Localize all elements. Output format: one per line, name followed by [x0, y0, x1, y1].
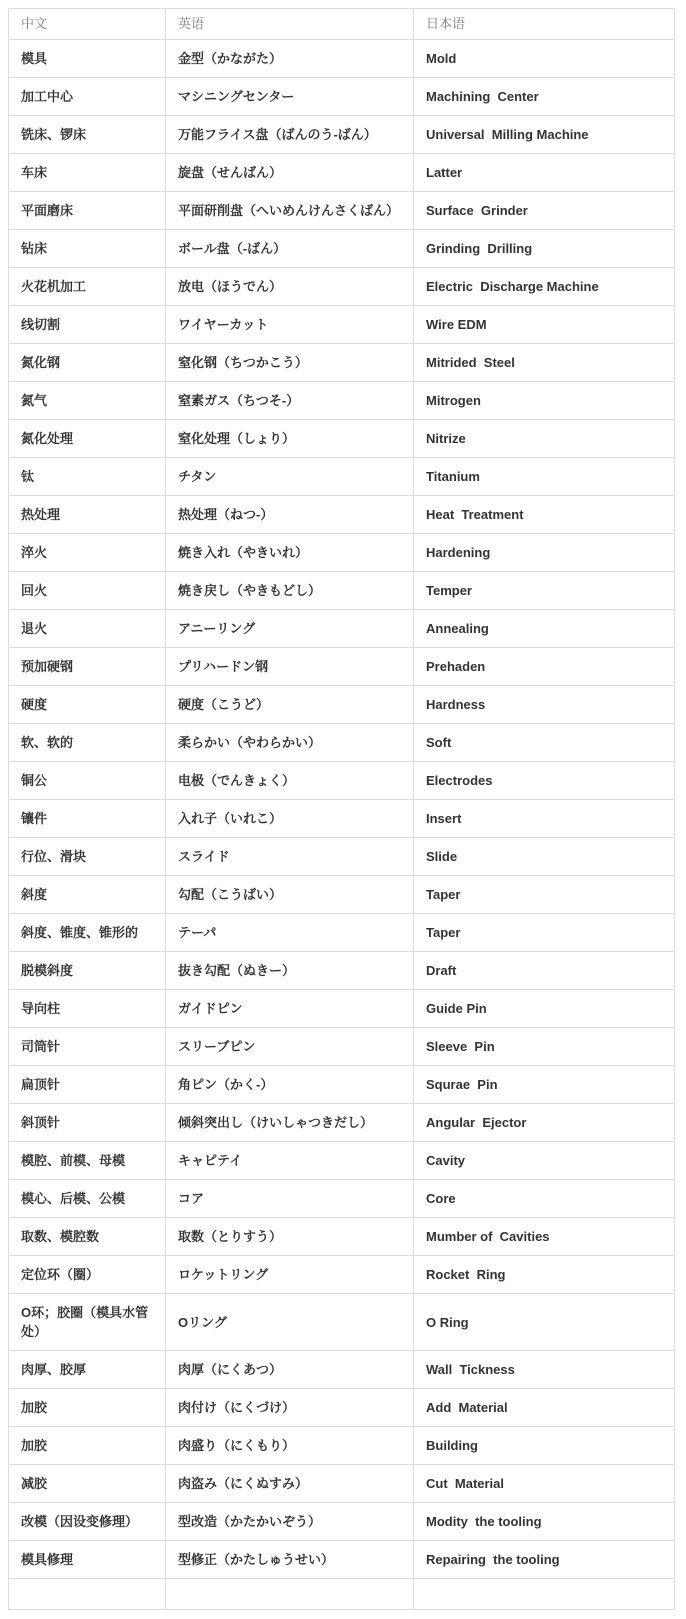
- cell-japanese-column: Soft: [414, 724, 675, 762]
- cell-chinese: 模具修理: [9, 1541, 166, 1579]
- cell-english-column: 型改造（かたかいぞう）: [166, 1503, 414, 1541]
- table-row: [9, 154, 675, 192]
- table-row: [9, 686, 675, 724]
- cell-chinese: 回火: [9, 572, 166, 610]
- cell-english-column: 肉盛り（にくもり）: [166, 1427, 414, 1465]
- table-row: [9, 496, 675, 534]
- cell-japanese-column: Mitrided Steel: [414, 344, 675, 382]
- table-row: [9, 1389, 675, 1427]
- cell-japanese-column: Hardness: [414, 686, 675, 724]
- cell-chinese: 取数、模腔数: [9, 1218, 166, 1256]
- cell-english-column: 勾配（こうばい）: [166, 876, 414, 914]
- table-row: [9, 1066, 675, 1104]
- table-row: [9, 762, 675, 800]
- cell-chinese: 模具: [9, 40, 166, 78]
- cell-chinese: 车床: [9, 154, 166, 192]
- cell-japanese-column: Modity the tooling: [414, 1503, 675, 1541]
- cell-english-column: 入れ子（いれこ）: [166, 800, 414, 838]
- table-row: [9, 648, 675, 686]
- cell-chinese: 定位环（圈）: [9, 1256, 166, 1294]
- vocab-table: [8, 8, 675, 1610]
- table-row: [9, 1142, 675, 1180]
- cell-english-column: 硬度（こうど）: [166, 686, 414, 724]
- table-row: [9, 420, 675, 458]
- cell-english-column: 焼き入れ（やきいれ）: [166, 534, 414, 572]
- cell-japanese-column: Wall Tickness: [414, 1351, 675, 1389]
- cell-english-column: ガイドピン: [166, 990, 414, 1028]
- cell-english-column: 肉付け（にくづけ）: [166, 1389, 414, 1427]
- table-row: [9, 610, 675, 648]
- cell-english-column: ボール盘（-ばん）: [166, 230, 414, 268]
- cell-chinese: 火花机加工: [9, 268, 166, 306]
- cell-japanese-column: Insert: [414, 800, 675, 838]
- cell-chinese: 钛: [9, 458, 166, 496]
- table-row: [9, 952, 675, 990]
- cell-japanese-column: Mitrogen: [414, 382, 675, 420]
- table-row: [9, 192, 675, 230]
- cell-japanese-column: Surface Grinder: [414, 192, 675, 230]
- cell-english-column: 倾斜突出し（けいしゃつきだし）: [166, 1104, 414, 1142]
- cell-english-column: 抜き勾配（ぬきー）: [166, 952, 414, 990]
- header-japanese-column: 日本语: [414, 9, 675, 40]
- cell-japanese-column: Prehaden: [414, 648, 675, 686]
- cell-english-column: 电极（でんきょく）: [166, 762, 414, 800]
- cell-japanese-column: Sleeve Pin: [414, 1028, 675, 1066]
- cell-chinese: 加胶: [9, 1427, 166, 1465]
- cell-japanese-column: Taper: [414, 876, 675, 914]
- cell-english-column: ワイヤーカット: [166, 306, 414, 344]
- cell-empty: [166, 1579, 414, 1610]
- cell-english-column: 万能フライス盘（ばんのう-ばん）: [166, 116, 414, 154]
- table-row: [9, 1427, 675, 1465]
- cell-chinese: 氮气: [9, 382, 166, 420]
- cell-chinese: 氮化钢: [9, 344, 166, 382]
- cell-english-column: 金型（かながた）: [166, 40, 414, 78]
- table-row: [9, 344, 675, 382]
- cell-chinese: 线切割: [9, 306, 166, 344]
- cell-chinese: 模腔、前模、母模: [9, 1142, 166, 1180]
- cell-english-column: 型修正（かたしゅうせい）: [166, 1541, 414, 1579]
- table-row: [9, 800, 675, 838]
- table-row: [9, 306, 675, 344]
- cell-english-column: 热处理（ねつ-）: [166, 496, 414, 534]
- cell-english-column: コア: [166, 1180, 414, 1218]
- cell-chinese: 氮化处理: [9, 420, 166, 458]
- table-row: [9, 838, 675, 876]
- cell-japanese-column: Guide Pin: [414, 990, 675, 1028]
- table-row: [9, 1541, 675, 1579]
- table-row: [9, 876, 675, 914]
- cell-chinese: 软、软的: [9, 724, 166, 762]
- cell-chinese: 淬火: [9, 534, 166, 572]
- cell-chinese: 模心、后模、公模: [9, 1180, 166, 1218]
- cell-chinese: 斜度、锥度、锥形的: [9, 914, 166, 952]
- cell-empty: [414, 1579, 675, 1610]
- cell-japanese-column: Temper: [414, 572, 675, 610]
- cell-japanese-column: Annealing: [414, 610, 675, 648]
- cell-japanese-column: Squrae Pin: [414, 1066, 675, 1104]
- cell-english-column: Oリング: [166, 1294, 414, 1351]
- cell-english-column: キャピテイ: [166, 1142, 414, 1180]
- cell-japanese-column: Taper: [414, 914, 675, 952]
- cell-chinese: 行位、滑块: [9, 838, 166, 876]
- cell-japanese-column: Grinding Drilling: [414, 230, 675, 268]
- cell-empty: [9, 1579, 166, 1610]
- table-row: [9, 534, 675, 572]
- table-row: [9, 572, 675, 610]
- cell-japanese-column: Mold: [414, 40, 675, 78]
- cell-chinese: 铜公: [9, 762, 166, 800]
- cell-chinese: 脱模斜度: [9, 952, 166, 990]
- table-row: [9, 990, 675, 1028]
- table-row: [9, 1465, 675, 1503]
- header-english-column: 英语: [166, 9, 414, 40]
- cell-chinese: 司筒针: [9, 1028, 166, 1066]
- cell-chinese: 加胶: [9, 1389, 166, 1427]
- cell-english-column: アニーリング: [166, 610, 414, 648]
- cell-english-column: スライド: [166, 838, 414, 876]
- cell-english-column: 窒化钢（ちつかこう）: [166, 344, 414, 382]
- cell-english-column: 放电（ほうでん）: [166, 268, 414, 306]
- cell-japanese-column: Cut Material: [414, 1465, 675, 1503]
- cell-chinese: 斜顶针: [9, 1104, 166, 1142]
- cell-japanese-column: Core: [414, 1180, 675, 1218]
- cell-chinese: 扁顶针: [9, 1066, 166, 1104]
- table-row: [9, 914, 675, 952]
- table-row: [9, 458, 675, 496]
- cell-chinese: 肉厚、胶厚: [9, 1351, 166, 1389]
- table-row: [9, 1218, 675, 1256]
- cell-chinese: 加工中心: [9, 78, 166, 116]
- cell-english-column: プリハードン钢: [166, 648, 414, 686]
- table-row: [9, 1256, 675, 1294]
- cell-japanese-column: Heat Treatment: [414, 496, 675, 534]
- cell-chinese: 导向柱: [9, 990, 166, 1028]
- cell-japanese-column: Slide: [414, 838, 675, 876]
- cell-chinese: 退火: [9, 610, 166, 648]
- table-row: [9, 116, 675, 154]
- table-row: [9, 1294, 675, 1351]
- cell-chinese: 改模（因设变修理）: [9, 1503, 166, 1541]
- cell-japanese-column: Electric Discharge Machine: [414, 268, 675, 306]
- cell-english-column: スリーブピン: [166, 1028, 414, 1066]
- table-row: [9, 1180, 675, 1218]
- cell-english-column: 肉厚（にくあつ）: [166, 1351, 414, 1389]
- cell-japanese-column: Building: [414, 1427, 675, 1465]
- table-row: [9, 268, 675, 306]
- table-row: [9, 724, 675, 762]
- cell-english-column: チタン: [166, 458, 414, 496]
- table-row: [9, 78, 675, 116]
- cell-japanese-column: Draft: [414, 952, 675, 990]
- cell-english-column: ロケットリング: [166, 1256, 414, 1294]
- cell-english-column: 窒素ガス（ちつそ-）: [166, 382, 414, 420]
- cell-japanese-column: Latter: [414, 154, 675, 192]
- cell-japanese-column: Rocket Ring: [414, 1256, 675, 1294]
- table-row: [9, 1104, 675, 1142]
- cell-japanese-column: Angular Ejector: [414, 1104, 675, 1142]
- cell-chinese: 钻床: [9, 230, 166, 268]
- cell-chinese: 斜度: [9, 876, 166, 914]
- cell-english-column: マシニングセンター: [166, 78, 414, 116]
- cell-japanese-column: O Ring: [414, 1294, 675, 1351]
- cell-chinese: 预加硬钢: [9, 648, 166, 686]
- cell-japanese-column: Nitrize: [414, 420, 675, 458]
- cell-english-column: 平面研削盘（へいめんけんさくばん）: [166, 192, 414, 230]
- table-row: [9, 382, 675, 420]
- cell-english-column: 柔らかい（やわらかい）: [166, 724, 414, 762]
- cell-japanese-column: Wire EDM: [414, 306, 675, 344]
- cell-chinese: 热处理: [9, 496, 166, 534]
- cell-japanese-column: Cavity: [414, 1142, 675, 1180]
- cell-chinese: 镶件: [9, 800, 166, 838]
- table-row: [9, 40, 675, 78]
- table-row: [9, 1503, 675, 1541]
- header-row: [9, 9, 675, 40]
- table-row: [9, 1028, 675, 1066]
- cell-english-column: 窒化处理（しょり）: [166, 420, 414, 458]
- cell-chinese: 平面磨床: [9, 192, 166, 230]
- cell-chinese: 硬度: [9, 686, 166, 724]
- cell-japanese-column: Titanium: [414, 458, 675, 496]
- table-row-partial: [9, 1579, 675, 1610]
- cell-english-column: テーパ: [166, 914, 414, 952]
- cell-japanese-column: Mumber of Cavities: [414, 1218, 675, 1256]
- cell-english-column: 角ピン（かく-）: [166, 1066, 414, 1104]
- table-row: [9, 230, 675, 268]
- cell-chinese: O环；胶圈（模具水管处）: [9, 1294, 166, 1351]
- cell-japanese-column: Repairing the tooling: [414, 1541, 675, 1579]
- cell-japanese-column: Machining Center: [414, 78, 675, 116]
- cell-japanese-column: Electrodes: [414, 762, 675, 800]
- cell-japanese-column: Hardening: [414, 534, 675, 572]
- cell-english-column: 取数（とりすう）: [166, 1218, 414, 1256]
- header-chinese: 中文: [9, 9, 166, 40]
- cell-chinese: 铣床、锣床: [9, 116, 166, 154]
- cell-english-column: 旋盘（せんばん）: [166, 154, 414, 192]
- table-row: [9, 1351, 675, 1389]
- cell-japanese-column: Universal Milling Machine: [414, 116, 675, 154]
- cell-japanese-column: Add Material: [414, 1389, 675, 1427]
- cell-english-column: 肉盗み（にくぬすみ）: [166, 1465, 414, 1503]
- cell-chinese: 减胶: [9, 1465, 166, 1503]
- cell-english-column: 焼き戻し（やきもどし）: [166, 572, 414, 610]
